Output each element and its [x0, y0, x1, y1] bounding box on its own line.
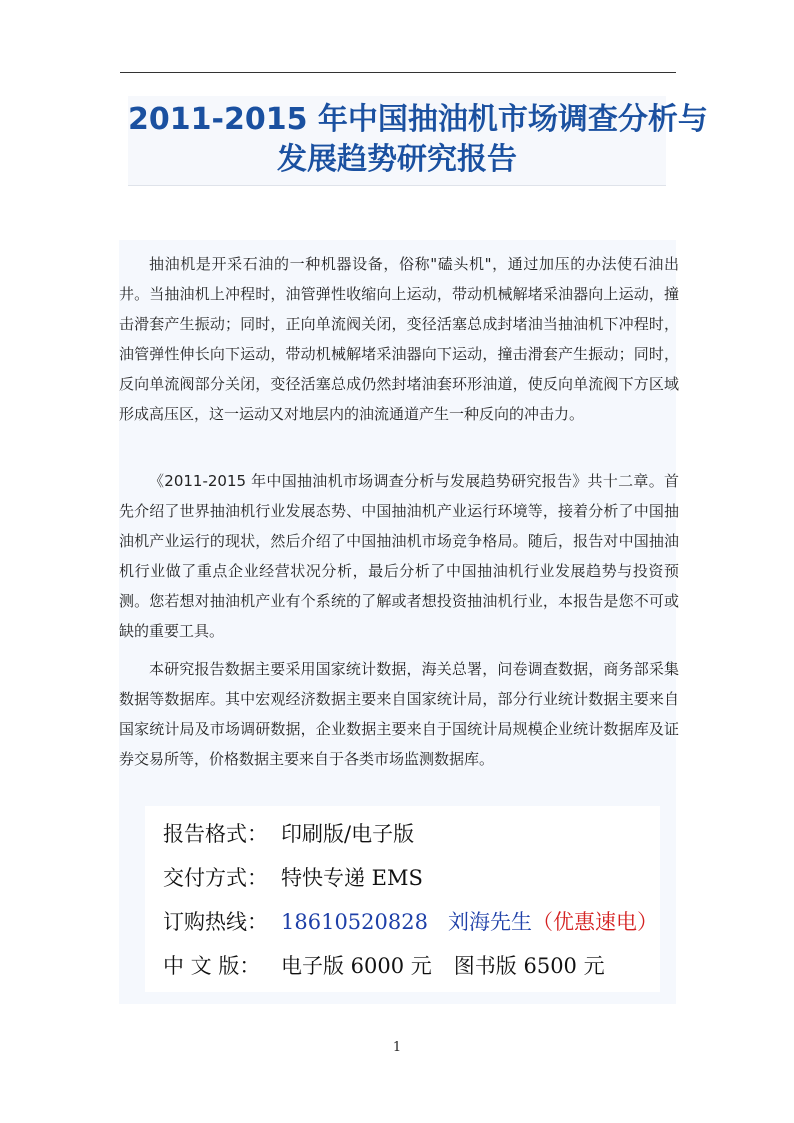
format-value: 印刷版/电子版	[281, 822, 415, 846]
edition-label: 中 文 版：	[163, 954, 261, 978]
hotline-label: 订购热线：	[163, 910, 268, 934]
header-rule	[120, 72, 676, 73]
paragraph-intro: 抽油机是开采石油的一种机器设备，俗称"磕头机"，通过加压的办法使石油出井。当抽油机上冲程时，油管弹性收缩向上运动，带动机械解堵采油器向上运动，撞击滑套产生振动；同时，正向单流阀关闭，变径活塞总成封堵油当抽油机下冲程时，油管弹性伸长向下运动，带动机械解堵采油器向下运动，撞击滑套产生振动；同时，反向单流阀部分关闭，变径活塞总成仍然封堵油套环形油道，使反向单流阀下方区域形成高压区，这一运动又对地层内的油流通道产生一种反向的冲击力。	[119, 255, 679, 423]
hotline-row	[163, 902, 658, 942]
report-title	[128, 96, 708, 186]
format-label: 报告格式：	[163, 822, 268, 846]
delivery-row	[163, 858, 423, 898]
report-title-line2: 发展趋势研究报告	[277, 142, 517, 177]
report-title-line1: 2011-2015 年中国抽油机市场调查分析与	[128, 102, 708, 137]
page-number: 1	[392, 1040, 402, 1055]
hotline-contact: 刘海先生	[447, 910, 532, 934]
price-electronic: 电子版 6000 元	[281, 954, 432, 978]
paragraph-summary: 《2011-2015 年中国抽油机市场调查分析与发展趋势研究报告》共十二章。首先介绍了世界抽油机行业发展态势、中国抽油机产业运行环境等，接着分析了中国抽油机产业运行的现状，然后介绍了中国抽油机市场竞争格局。随后，报告对中国抽油机行业做了重点企业经营状况分析，最后分析了中国抽油机行业发展趋势与投资预测。您若想对抽油机产业有个系统的了解或者想投资抽油机行业，本报告是您不可或缺的重要工具。	[119, 472, 679, 640]
format-row	[163, 814, 414, 854]
hotline-promo: （优惠速电）	[531, 910, 658, 934]
price-row	[163, 946, 605, 986]
hotline-phone[interactable]: 18610520828	[281, 910, 428, 934]
delivery-label: 交付方式：	[163, 866, 268, 890]
delivery-value: 特快专递 EMS	[281, 866, 423, 890]
paragraph-data-sources: 本研究报告数据主要采用国家统计数据，海关总署，问卷调查数据，商务部采集数据等数据库。其中宏观经济数据主要来自国家统计局，部分行业统计数据主要来自国家统计局及市场调研数据，企业数据主要来自于国统计局规模企业统计数据库及证券交易所等，价格数据主要来自于各类市场监测数据库。	[119, 660, 679, 768]
order-info-box	[145, 806, 660, 992]
price-print: 图书版 6500 元	[453, 954, 605, 978]
